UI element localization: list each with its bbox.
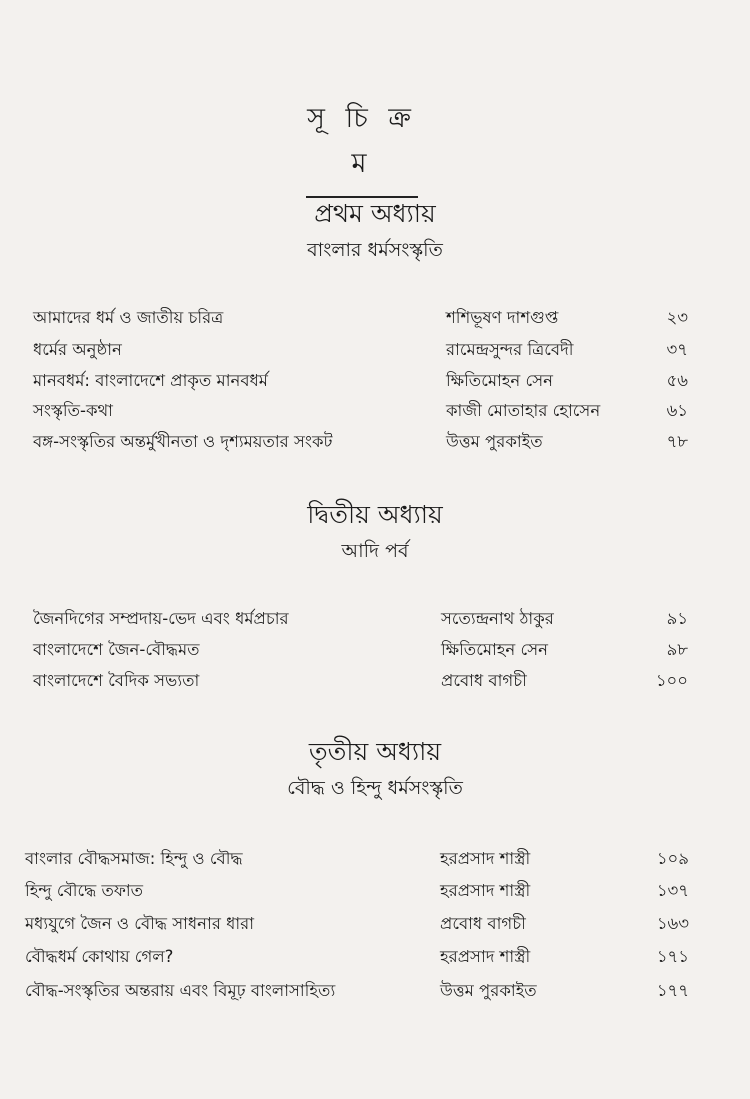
chapter-title: তৃতীয় অধ্যায় [308, 737, 442, 766]
contents-heading [306, 98, 418, 198]
toc-row[interactable] [0, 636, 750, 664]
chapter-title: প্রথম অধ্যায় [314, 199, 436, 228]
toc-page: ৬১ [666, 401, 688, 420]
chapter-subtitle: আদি পর্ব [341, 540, 409, 562]
toc-row[interactable] [0, 977, 750, 1005]
toc-author: সত্যেন্দ্রনাথ ঠাকুর [441, 609, 554, 628]
toc-title: ধর্মের অনুষ্ঠান [33, 340, 122, 359]
toc-author: প্রবোধ বাগচী [440, 914, 526, 933]
toc-title: বৌদ্ধ-সংস্কৃতির অন্তরায় এবং বিমূঢ় বাংলাসাহিত্য [25, 981, 336, 1000]
toc-author: শশিভূষণ দাশগুপ্ত [446, 308, 559, 327]
toc-row[interactable] [0, 397, 750, 425]
chapter-2-heading [0, 499, 750, 565]
toc-page: ৭৮ [666, 432, 688, 451]
toc-row[interactable] [0, 667, 750, 695]
toc-title: মধ্যযুগে জৈন ও বৌদ্ধ সাধনার ধারা [25, 914, 255, 933]
toc-title: বাংলাদেশে বৈদিক সভ্যতা [33, 671, 200, 690]
toc-title: জৈনদিগের সম্প্রদায়-ভেদ এবং ধর্মপ্রচার [33, 609, 289, 628]
toc-title: বাংলার বৌদ্ধসমাজ: হিন্দু ও বৌদ্ধ [25, 849, 243, 868]
chapter-subtitle: বৌদ্ধ ও হিন্দু ধর্মসংস্কৃতি [287, 777, 463, 799]
toc-page: ১৬৩ [656, 914, 689, 933]
toc-page: ১০৯ [656, 849, 689, 868]
toc-title: হিন্দু বৌদ্ধে তফাত [25, 881, 144, 900]
toc-author: হরপ্রসাদ শাস্ত্রী [440, 881, 531, 900]
toc-page: ৫৬ [666, 371, 688, 390]
toc-row[interactable] [0, 605, 750, 633]
toc-row[interactable] [0, 367, 750, 395]
toc-page: ৯৮ [666, 640, 688, 659]
toc-page: ১৭৭ [656, 981, 689, 1000]
toc-author: রামেন্দ্রসুন্দর ত্রিবেদী [446, 340, 574, 359]
toc-author: ক্ষিতিমোহন সেন [441, 640, 548, 659]
toc-page: ১০০ [655, 671, 688, 690]
toc-author: উত্তম পুরকাইত [446, 432, 543, 451]
toc-title: সংস্কৃতি-কথা [33, 401, 113, 420]
toc-row[interactable] [0, 943, 750, 971]
toc-row[interactable] [0, 304, 750, 332]
toc-page: ৩৭ [666, 340, 688, 359]
chapter-subtitle: বাংলার ধর্মসংস্কৃতি [307, 239, 443, 261]
toc-title: বাংলাদেশে জৈন-বৌদ্ধমত [33, 640, 200, 659]
toc-row[interactable] [0, 910, 750, 938]
toc-author: প্রবোধ বাগচী [441, 671, 527, 690]
toc-author: কাজী মোতাহার হোসেন [446, 401, 601, 420]
toc-title: মানবধর্ম: বাংলাদেশে প্রাকৃত মানবধর্ম [33, 371, 268, 390]
toc-page: ২৩ [666, 308, 688, 327]
toc-row[interactable] [0, 845, 750, 873]
contents-title: সূ চি ক্র ম [307, 103, 417, 179]
toc-page: ১৭১ [656, 947, 689, 966]
toc-author: ক্ষিতিমোহন সেন [446, 371, 553, 390]
toc-author: উত্তম পুরকাইত [440, 981, 537, 1000]
toc-author: হরপ্রসাদ শাস্ত্রী [440, 947, 531, 966]
toc-title: আমাদের ধর্ম ও জাতীয় চরিত্র [33, 308, 224, 327]
toc-title: বঙ্গ-সংস্কৃতির অন্তর্মুখীনতা ও দৃশ্যময়তার সংকট [33, 432, 333, 451]
toc-page: ১৩৭ [656, 881, 689, 900]
toc-page: ৯১ [666, 609, 688, 628]
toc-title: বৌদ্ধধর্ম কোথায় গেল? [25, 947, 174, 966]
toc-row[interactable] [0, 877, 750, 905]
chapter-1-heading [0, 198, 750, 264]
toc-author: হরপ্রসাদ শাস্ত্রী [440, 849, 531, 868]
chapter-title: দ্বিতীয় অধ্যায় [307, 500, 443, 529]
toc-row[interactable] [0, 336, 750, 364]
toc-row[interactable] [0, 428, 750, 456]
chapter-3-heading [0, 736, 750, 802]
